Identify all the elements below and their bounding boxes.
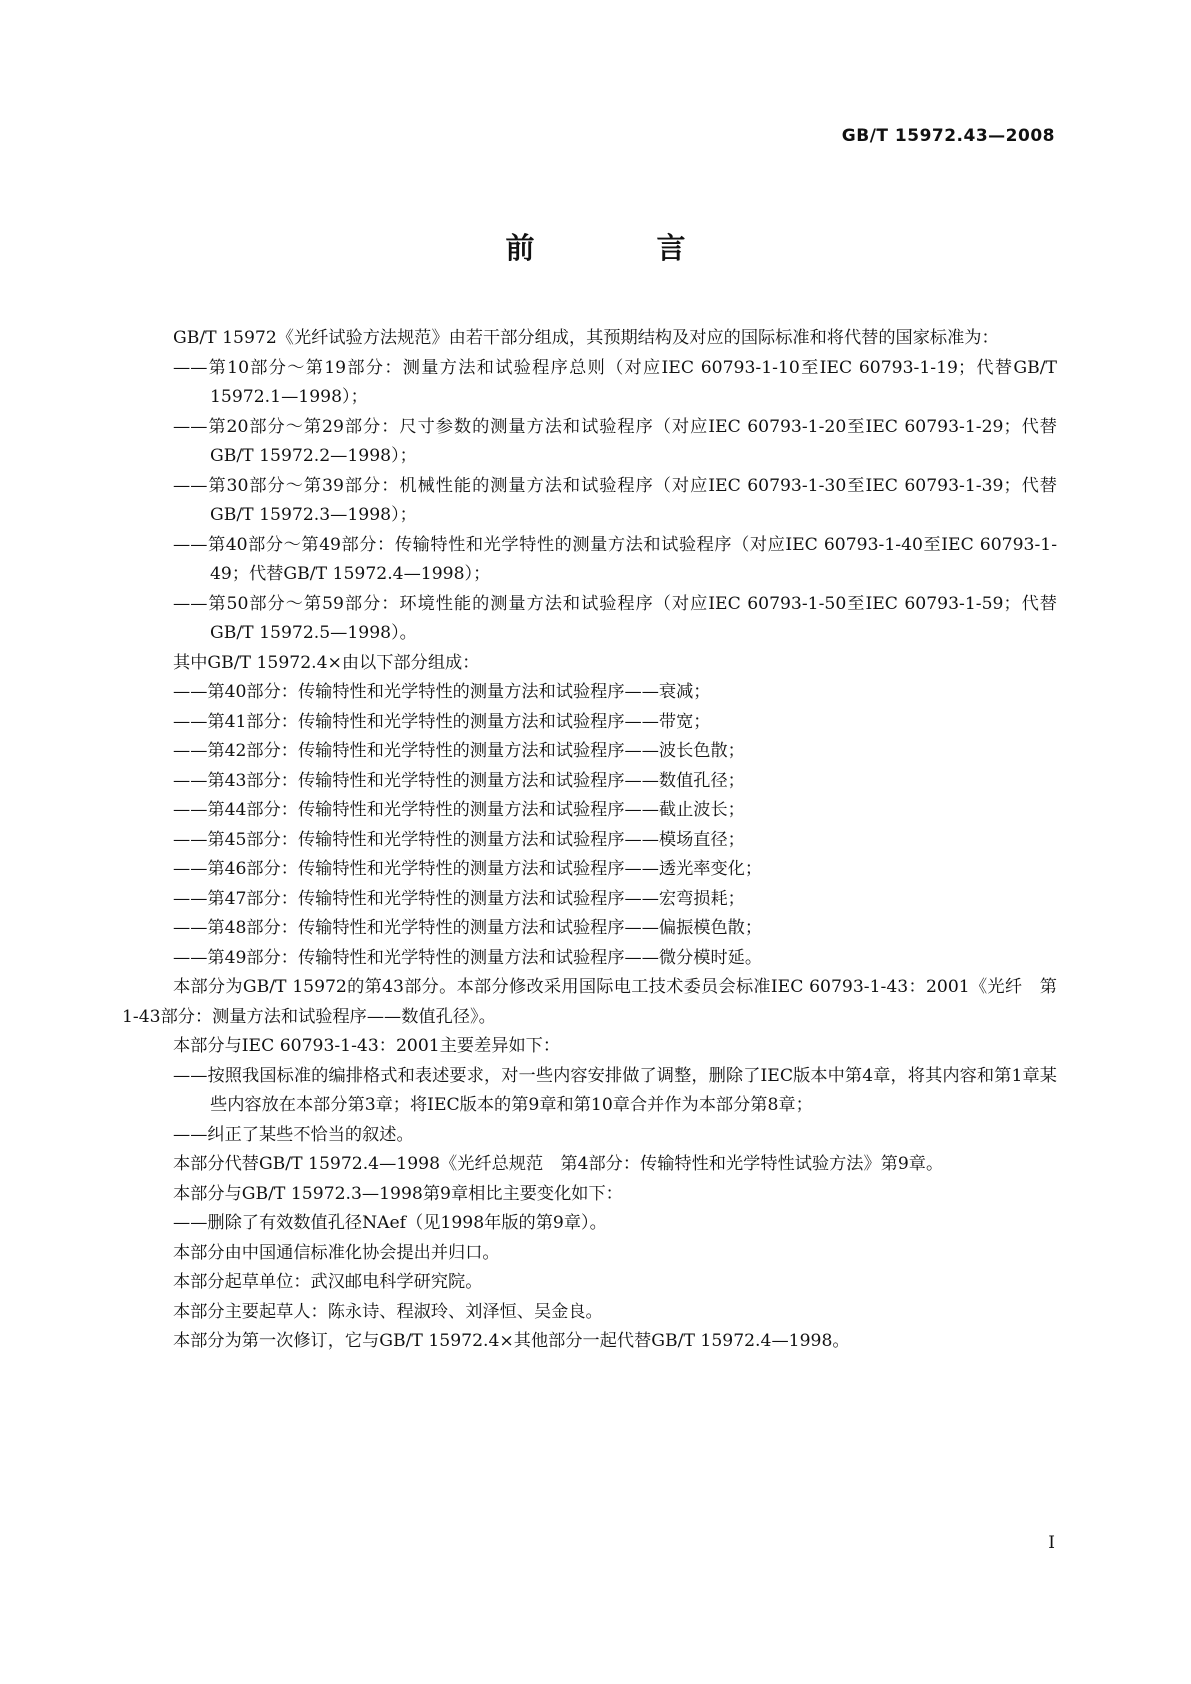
paragraph: 本部分代替GB/T 15972.4—1998《光纤总规范 第4部分：传输特性和光学特性试验方法》第9章。 <box>173 1154 944 1174</box>
foreword-body <box>122 324 1057 1357</box>
list-item: ——第43部分：传输特性和光学特性的测量方法和试验程序——数值孔径； <box>173 770 745 791</box>
page-number: I <box>1048 1533 1055 1553</box>
list-item: ——纠正了某些不恰当的叙述。 <box>173 1124 414 1145</box>
list-item: ——第47部分：传输特性和光学特性的测量方法和试验程序——宏弯损耗； <box>173 888 745 909</box>
paragraph: 本部分与GB/T 15972.3—1998第9章相比主要变化如下： <box>173 1183 623 1204</box>
page-title: 前 言 <box>505 231 742 265</box>
list-item: ——第44部分：传输特性和光学特性的测量方法和试验程序——截止波长； <box>173 800 745 820</box>
list-item: ——第48部分：传输特性和光学特性的测量方法和试验程序——偏振模色散； <box>173 918 763 938</box>
list-item: ——第10部分～第19部分：测量方法和试验程序总则（对应IEC 60793-1-10至IEC 60793-1-19；代替GB/T 15972.1—1998）； <box>173 357 1057 407</box>
list-item: ——第40部分：传输特性和光学特性的测量方法和试验程序——衰减； <box>173 682 711 702</box>
paragraph: GB/T 15972《光纤试验方法规范》由若干部分组成，其预期结构及对应的国际标准和将代替的国家标准为： <box>173 328 999 348</box>
list-item: ——第49部分：传输特性和光学特性的测量方法和试验程序——微分模时延。 <box>173 947 763 968</box>
standard-code: GB/T 15972.43—2008 <box>841 126 1055 146</box>
list-item: ——删除了有效数值孔径NAef（见1998年版的第9章）。 <box>173 1213 607 1233</box>
list-item: ——按照我国标准的编排格式和表述要求，对一些内容安排做了调整，删除了IEC版本中第4章，将其内容和第1章某些内容放在本部分第3章；将IEC版本的第9章和第10章合并作为本部分第8章； <box>173 1065 1057 1115</box>
list-item: ——第50部分～第59部分：环境性能的测量方法和试验程序（对应IEC 60793-1-50至IEC 60793-1-59；代替GB/T 15972.5—1998）。 <box>173 593 1057 643</box>
paragraph: 本部分主要起草人：陈永诗、程淑玲、刘泽恒、吴金良。 <box>173 1301 603 1322</box>
paragraph: 本部分为GB/T 15972的第43部分。本部分修改采用国际电工技术委员会标准IEC 60793-1-43：2001《光纤 第1-43部分：测量方法和试验程序——数值孔径》。 <box>122 977 1057 1027</box>
list-item: ——第42部分：传输特性和光学特性的测量方法和试验程序——波长色散； <box>173 741 745 761</box>
list-item: ——第40部分～第49部分：传输特性和光学特性的测量方法和试验程序（对应IEC 60793-1-40至IEC 60793-1-49；代替GB/T 15972.4—1998）； <box>173 534 1057 584</box>
paragraph: 本部分由中国通信标准化协会提出并归口。 <box>173 1242 500 1263</box>
list-item: ——第20部分～第29部分：尺寸参数的测量方法和试验程序（对应IEC 60793-1-20至IEC 60793-1-29；代替GB/T 15972.2—1998）； <box>173 416 1057 466</box>
list-item: ——第41部分：传输特性和光学特性的测量方法和试验程序——带宽； <box>173 711 711 732</box>
paragraph: 本部分为第一次修订，它与GB/T 15972.4×其他部分一起代替GB/T 15972.4—1998。 <box>173 1331 850 1351</box>
paragraph: 其中GB/T 15972.4×由以下部分组成： <box>173 652 480 673</box>
list-item: ——第45部分：传输特性和光学特性的测量方法和试验程序——模场直径； <box>173 829 745 850</box>
paragraph: 本部分与IEC 60793-1-43：2001主要差异如下： <box>173 1036 561 1056</box>
list-item: ——第46部分：传输特性和光学特性的测量方法和试验程序——透光率变化； <box>173 859 763 879</box>
list-item: ——第30部分～第39部分：机械性能的测量方法和试验程序（对应IEC 60793-1-30至IEC 60793-1-39；代替GB/T 15972.3—1998）； <box>173 475 1057 525</box>
paragraph: 本部分起草单位：武汉邮电科学研究院。 <box>173 1272 483 1292</box>
